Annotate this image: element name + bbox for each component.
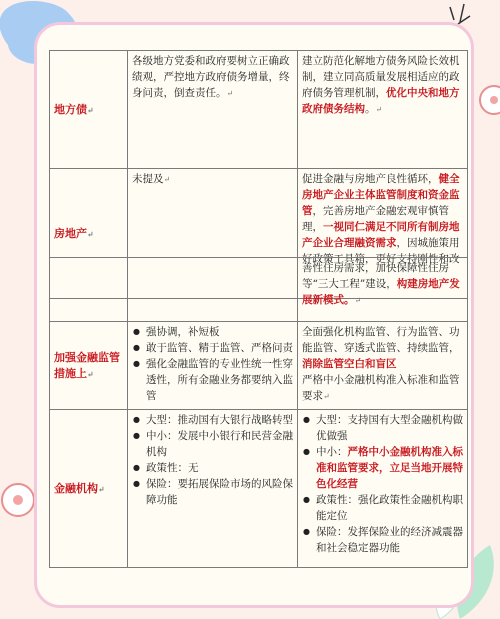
list-item: ● 中小：发展中小银行和民营金融机构 [146, 428, 293, 460]
table-row-supervision [50, 322, 468, 410]
list-item: ● 中小：严格中小金融机构准入标准和监管要求，立足当地开展特色化经营 [316, 444, 463, 492]
list-item: ● 政策性：强化政策性金融机构职能定位 [316, 492, 463, 524]
row-label-local-debt: 地方债↵ [50, 51, 128, 169]
list-item: ● 大型：支持国有大型金融机构做优做强 [316, 412, 463, 444]
list-item: ● 政策性：无 [146, 460, 293, 476]
cell-2024-supervision: 全面强化机构监管、行为监管、功能监管、穿透式监管、持续监管，消除监管空白和盲区 严格中小金融机构准入标准和监管要求↵ [298, 322, 468, 410]
list-item: ● 强化金融监管的专业性统一性穿透性，所有金融业务都要纳入监管 [146, 356, 293, 404]
list-item: ● 敢于监管、精于监管、严格问责 [146, 340, 293, 356]
row-label-real-estate: 房地产↵ [50, 169, 128, 299]
row-label-supervision: 加强金融监管措施上↵ [50, 322, 128, 410]
cell-2023-institutions [128, 410, 298, 568]
table-row-institutions [50, 410, 468, 568]
cell-2023-local-debt: 各级地方党委和政府要树立正确政绩观，严控地方政府债务增量，终身问责，倒查责任。↵ [128, 51, 298, 169]
flower-decoration-right [470, 70, 500, 140]
cell-2024-local-debt: 建立防范化解地方债务风险长效机制，建立同高质量发展相适应的政府债务管理机制，优化中央和地方政府债务结构。↵ [298, 51, 468, 169]
row-label-empty [50, 258, 128, 322]
list-item: ● 强协调，补短板 [146, 324, 293, 340]
list-item: ● 大型：推动国有大银行战略转型 [146, 412, 293, 428]
table-row-local-debt [50, 51, 468, 169]
list-item: ● 保险：要拓展保险市场的风险保障功能 [146, 476, 293, 508]
cell-2023-empty [128, 258, 298, 322]
row-label-institutions: 金融机构↵ [50, 410, 128, 568]
table-row-real-estate-cont [50, 258, 468, 322]
list-item: ● 保险：发挥保险业的经济减震器和社会稳定器功能 [316, 524, 463, 556]
cell-2023-real-estate: 未提及↵ [128, 169, 298, 299]
cell-2023-supervision [128, 322, 298, 410]
cell-2024-institutions [298, 410, 468, 568]
document-frame [34, 22, 474, 608]
cell-2024-real-estate-cont: 善性住房需求，加快保障性住房等“三大工程”建设，构建房地产发展新模式。↵ [298, 258, 468, 322]
cell-2024-real-estate: 促进金融与房地产良性循环，健全房地产企业主体监管制度和资金监管，完善房地产金融宏观审慎管理，一视同仁满足不同所有制房地产企业合理融资需求，因城施策用好政策工具箱，更好支持刚性和改 [298, 169, 468, 299]
policy-table-bottom [49, 257, 468, 568]
